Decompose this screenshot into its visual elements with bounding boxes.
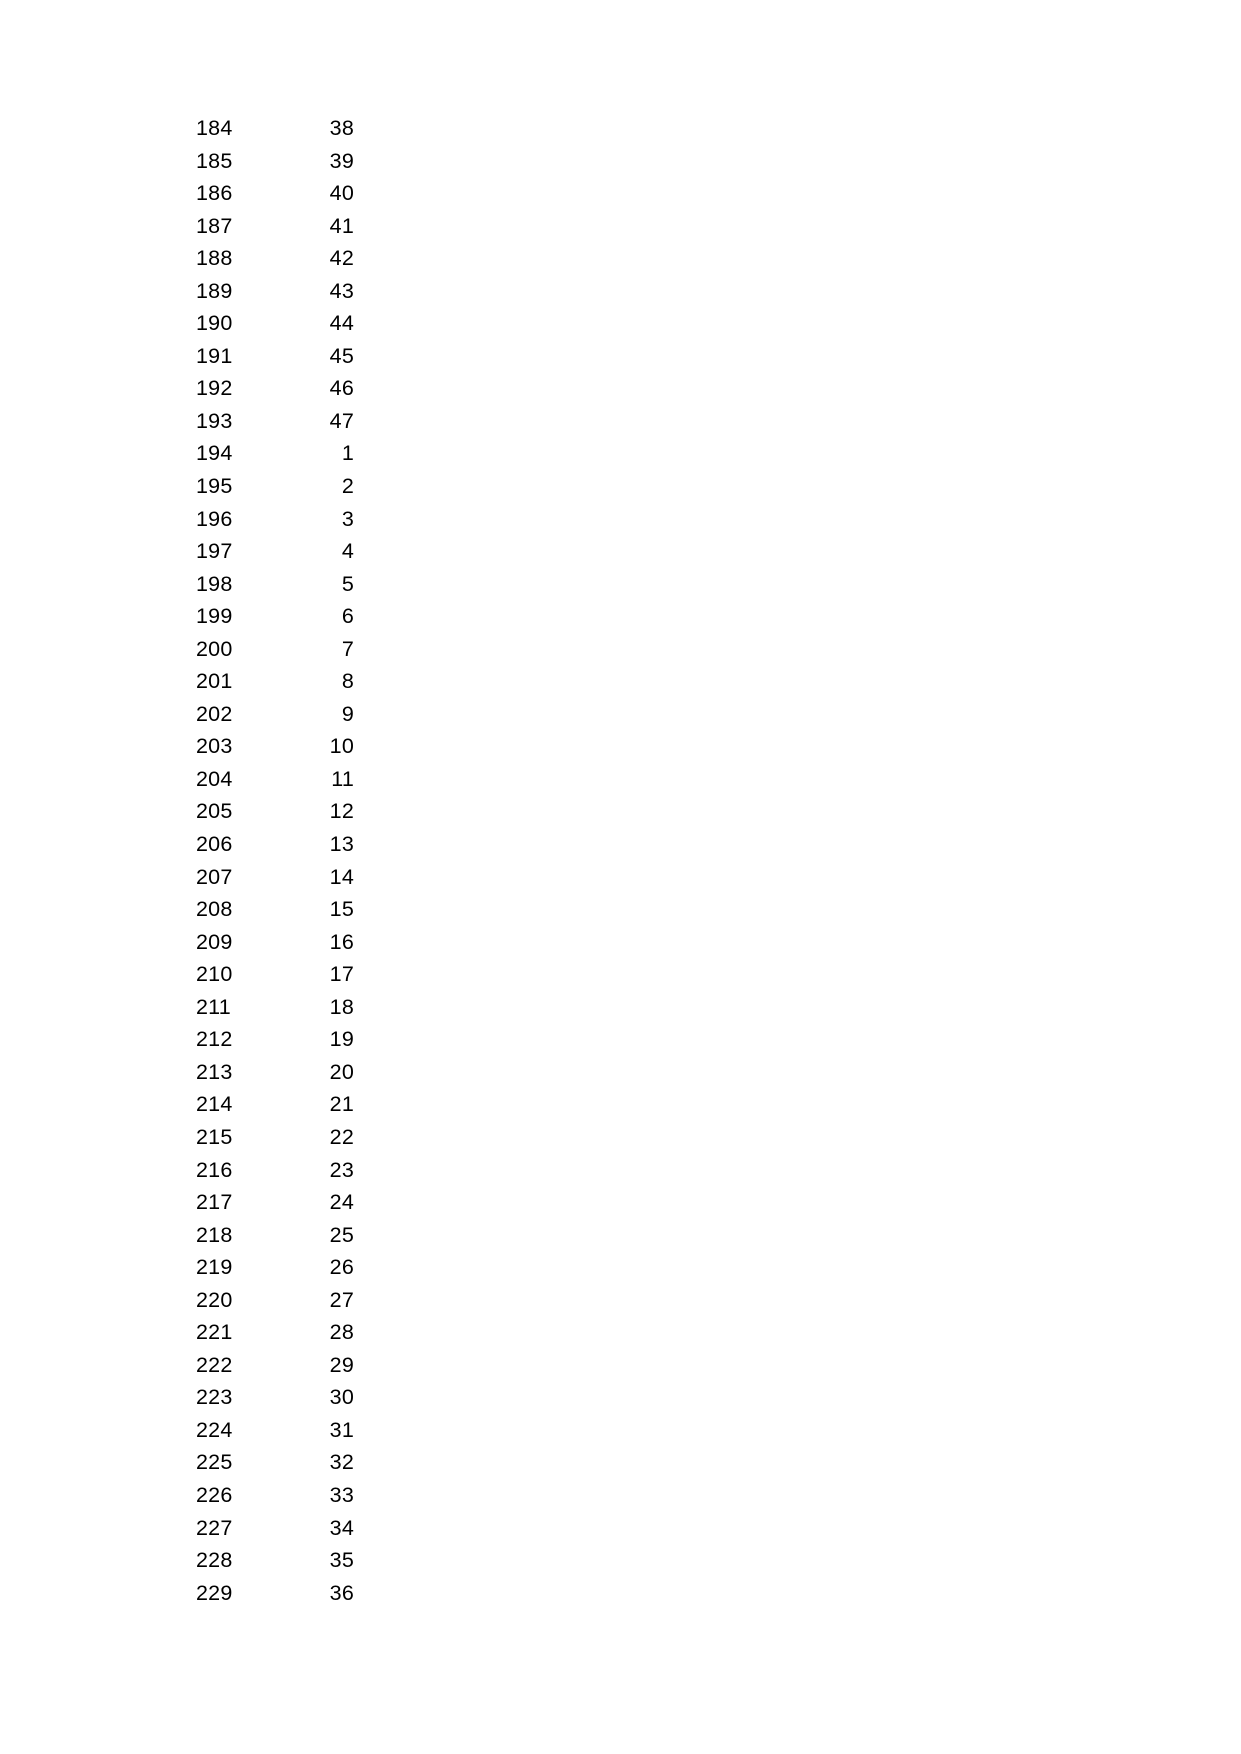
cell-index: 184 [196, 116, 233, 140]
table-row [196, 1056, 376, 1089]
cell-value: 6 [341, 604, 354, 629]
cell-value: 42 [329, 246, 354, 271]
cell-value: 30 [329, 1385, 354, 1410]
cell-value: 29 [329, 1352, 354, 1377]
table-row [196, 1349, 376, 1382]
cell-value: 38 [329, 116, 354, 140]
table-row [196, 1284, 376, 1317]
cell-value: 34 [329, 1515, 354, 1540]
table-row [196, 795, 376, 828]
cell-value: 20 [329, 1059, 354, 1084]
cell-value: 45 [329, 343, 354, 368]
table-row [196, 730, 376, 763]
table-row [196, 1512, 376, 1545]
cell-index: 185 [196, 148, 233, 173]
cell-index: 191 [196, 343, 233, 368]
table-row [196, 1088, 376, 1121]
table-row [196, 535, 376, 568]
cell-value: 46 [329, 376, 354, 401]
cell-value: 41 [329, 213, 354, 238]
table-row [196, 958, 376, 991]
cell-index: 198 [196, 571, 233, 596]
table-row [196, 893, 376, 926]
table-row [196, 926, 376, 959]
table-row [196, 275, 376, 308]
table-row [196, 340, 376, 373]
cell-index: 229 [196, 1580, 233, 1605]
cell-value: 32 [329, 1450, 354, 1475]
cell-value: 28 [329, 1320, 354, 1345]
table-row [196, 763, 376, 796]
cell-value: 22 [329, 1124, 354, 1149]
cell-index: 225 [196, 1450, 233, 1475]
cell-index: 194 [196, 441, 233, 466]
cell-value: 9 [341, 701, 354, 726]
table-row [196, 372, 376, 405]
cell-index: 196 [196, 506, 233, 531]
cell-index: 203 [196, 734, 233, 759]
cell-index: 216 [196, 1157, 233, 1182]
cell-index: 195 [196, 474, 233, 499]
table-row [196, 145, 376, 178]
table-row [196, 991, 376, 1024]
cell-index: 218 [196, 1222, 233, 1247]
cell-value: 8 [341, 669, 354, 694]
cell-index: 222 [196, 1352, 233, 1377]
cell-value: 11 [331, 766, 354, 791]
cell-index: 227 [196, 1515, 233, 1540]
cell-index: 201 [196, 669, 233, 694]
table-row [196, 177, 376, 210]
cell-index: 188 [196, 246, 233, 271]
cell-value: 7 [341, 636, 354, 661]
cell-index: 207 [196, 864, 233, 889]
cell-index: 204 [196, 766, 233, 791]
numeric-listing-table [196, 112, 376, 1609]
cell-index: 206 [196, 832, 233, 857]
table-row [196, 1154, 376, 1187]
cell-index: 213 [196, 1059, 233, 1084]
cell-index: 219 [196, 1255, 233, 1280]
cell-value: 23 [329, 1157, 354, 1182]
cell-value: 44 [329, 311, 354, 336]
table-row [196, 1219, 376, 1252]
cell-index: 211 [196, 994, 231, 1019]
cell-value: 2 [341, 474, 354, 499]
cell-value: 43 [329, 278, 354, 303]
cell-value: 24 [329, 1190, 354, 1215]
cell-value: 27 [329, 1287, 354, 1312]
table-row [196, 503, 376, 536]
table-row [196, 1186, 376, 1219]
cell-index: 186 [196, 181, 233, 206]
cell-index: 215 [196, 1124, 233, 1149]
table-row [196, 437, 376, 470]
cell-value: 1 [341, 441, 354, 466]
cell-index: 192 [196, 376, 233, 401]
table-row [196, 1251, 376, 1284]
cell-index: 210 [196, 962, 233, 987]
cell-index: 209 [196, 929, 233, 954]
cell-index: 226 [196, 1482, 233, 1507]
cell-value: 31 [329, 1417, 354, 1442]
cell-index: 223 [196, 1385, 233, 1410]
cell-index: 205 [196, 799, 233, 824]
cell-index: 214 [196, 1092, 233, 1117]
cell-index: 187 [196, 213, 233, 238]
cell-value: 15 [329, 897, 354, 922]
cell-index: 199 [196, 604, 233, 629]
cell-index: 190 [196, 311, 233, 336]
table-row [196, 633, 376, 666]
cell-value: 35 [329, 1548, 354, 1573]
table-row [196, 1544, 376, 1577]
cell-index: 212 [196, 1027, 233, 1052]
table-row [196, 1446, 376, 1479]
table-row [196, 861, 376, 894]
cell-value: 14 [329, 864, 354, 889]
table-row [196, 1121, 376, 1154]
cell-value: 18 [329, 994, 354, 1019]
cell-value: 47 [329, 408, 354, 433]
table-row [196, 1023, 376, 1056]
cell-value: 33 [329, 1482, 354, 1507]
table-row [196, 307, 376, 340]
cell-value: 13 [329, 832, 354, 857]
cell-value: 12 [329, 799, 354, 824]
cell-value: 10 [329, 734, 354, 759]
table-row [196, 1414, 376, 1447]
cell-value: 25 [329, 1222, 354, 1247]
table-row [196, 1479, 376, 1512]
table-row [196, 405, 376, 438]
cell-index: 224 [196, 1417, 233, 1442]
cell-index: 189 [196, 278, 233, 303]
cell-index: 193 [196, 408, 233, 433]
cell-value: 5 [341, 571, 354, 596]
cell-index: 221 [196, 1320, 233, 1345]
cell-value: 40 [329, 181, 354, 206]
cell-index: 217 [196, 1190, 233, 1215]
table-row [196, 1316, 376, 1349]
table-row [196, 568, 376, 601]
table-row [196, 828, 376, 861]
table-row [196, 470, 376, 503]
table-row [196, 1577, 376, 1610]
cell-value: 16 [329, 929, 354, 954]
cell-value: 19 [329, 1027, 354, 1052]
cell-value: 3 [341, 506, 354, 531]
table-row [196, 242, 376, 275]
cell-index: 220 [196, 1287, 233, 1312]
cell-index: 208 [196, 897, 233, 922]
cell-value: 4 [341, 539, 354, 564]
cell-value: 36 [329, 1580, 354, 1605]
cell-value: 21 [329, 1092, 354, 1117]
cell-index: 197 [196, 539, 233, 564]
cell-index: 200 [196, 636, 233, 661]
table-row [196, 1381, 376, 1414]
cell-index: 228 [196, 1548, 233, 1573]
table-row [196, 698, 376, 731]
cell-value: 39 [329, 148, 354, 173]
table-row [196, 600, 376, 633]
cell-value: 26 [329, 1255, 354, 1280]
table-row [196, 665, 376, 698]
cell-value: 17 [329, 962, 354, 987]
cell-index: 202 [196, 701, 233, 726]
table-row [196, 112, 376, 145]
table-row [196, 210, 376, 243]
